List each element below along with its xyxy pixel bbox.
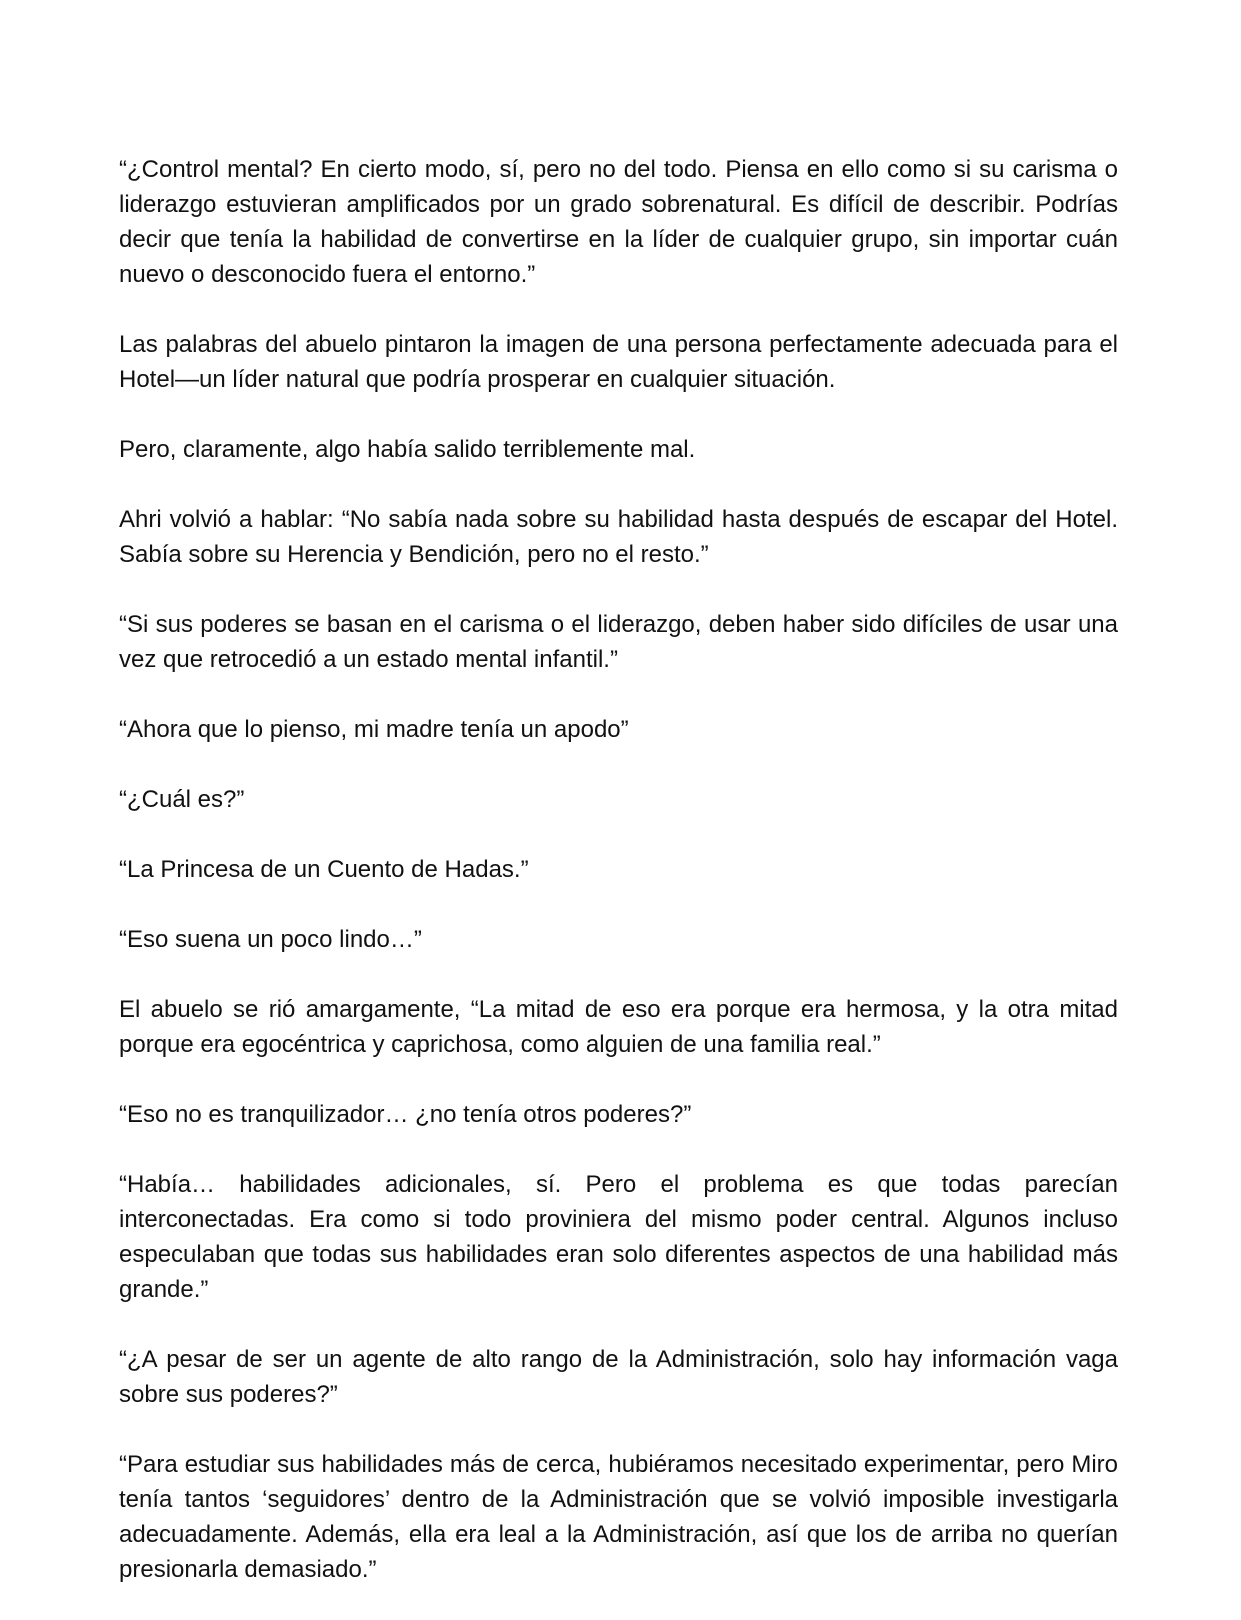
paragraph-6: “Ahora que lo pienso, mi madre tenía un apodo” bbox=[119, 716, 629, 743]
paragraph-14: “Para estudiar sus habilidades más de cerca, hubiéramos necesitado experimentar, pero Miro tenía tantos ‘seguidores’ dentro de la Administración que se volvió imposible investigarla adecuadamente. Además, ella era leal a la Administración, así que los de arriba no querían presionarla demasiado.” bbox=[119, 1451, 1118, 1583]
paragraph-1: “¿Control mental? En cierto modo, sí, pero no del todo. Piensa en ello como si su carisma o liderazgo estuvieran amplificados por un grado sobrenatural. Es difícil de describir. Podrías decir que tenía la habilidad de convertirse en la líder de cualquier grupo, sin importar cuán nuevo o desconocido fuera el entorno.” bbox=[119, 156, 1118, 288]
paragraph-12: “Había… habilidades adicionales, sí. Pero el problema es que todas parecían interconectadas. Era como si todo proviniera del mismo poder central. Algunos incluso especulaban que todas sus habilidades eran solo diferentes aspectos de una habilidad más grande.” bbox=[119, 1171, 1118, 1303]
paragraph-13: “¿A pesar de ser un agente de alto rango de la Administración, solo hay información vaga sobre sus poderes?” bbox=[119, 1346, 1118, 1408]
document-page bbox=[119, 152, 1118, 1587]
paragraph-2: Las palabras del abuelo pintaron la imagen de una persona perfectamente adecuada para el Hotel—un líder natural que podría prosperar en cualquier situación. bbox=[119, 331, 1118, 393]
paragraph-8: “La Princesa de un Cuento de Hadas.” bbox=[119, 856, 529, 883]
paragraph-11: “Eso no es tranquilizador… ¿no tenía otros poderes?” bbox=[119, 1101, 692, 1128]
paragraph-9: “Eso suena un poco lindo…” bbox=[119, 926, 422, 953]
paragraph-7: “¿Cuál es?” bbox=[119, 786, 245, 813]
paragraph-3: Pero, claramente, algo había salido terriblemente mal. bbox=[119, 436, 696, 463]
paragraph-10: El abuelo se rió amargamente, “La mitad de eso era porque era hermosa, y la otra mitad porque era egocéntrica y caprichosa, como alguien de una familia real.” bbox=[119, 996, 1118, 1058]
paragraph-5: “Si sus poderes se basan en el carisma o el liderazgo, deben haber sido difíciles de usar una vez que retrocedió a un estado mental infantil.” bbox=[119, 611, 1118, 673]
paragraph-4: Ahri volvió a hablar: “No sabía nada sobre su habilidad hasta después de escapar del Hotel. Sabía sobre su Herencia y Bendición, pero no el resto.” bbox=[119, 506, 1118, 568]
